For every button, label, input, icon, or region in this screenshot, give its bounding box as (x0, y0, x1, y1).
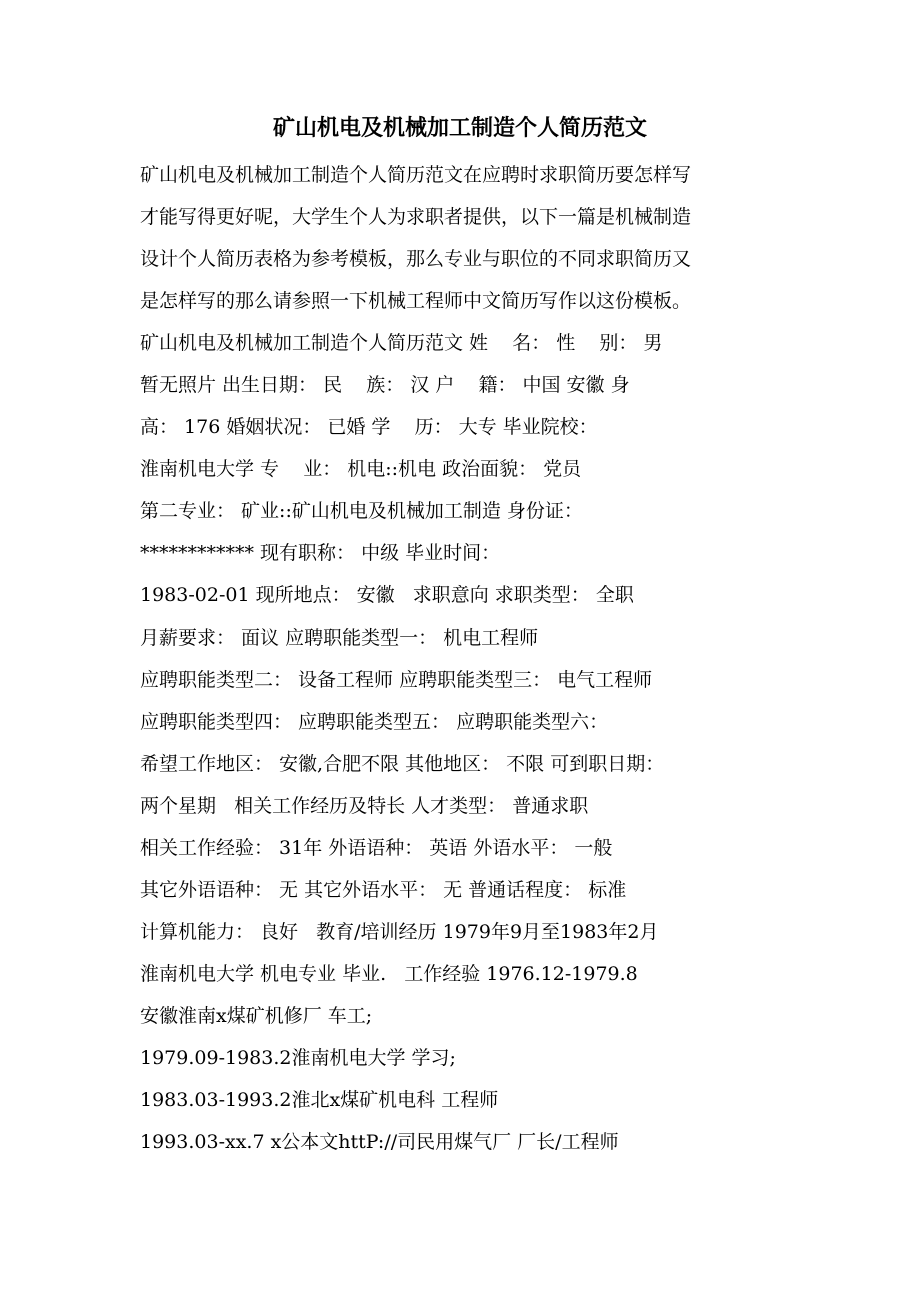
body-line: 1983-02-01 现所地点： 安徽 求职意向 求职类型： 全职 (140, 584, 634, 607)
body-line: 1993.03-xx.7 x公本文httP://司民用煤气厂 厂长/工程师 (140, 1131, 619, 1154)
body-line: 相关工作经验： 31年 外语语种： 英语 外语水平： 一般 (140, 836, 613, 859)
body-line: 暂无照片 出生日期： 民 族： 汉 户 籍： 中国 安徽 身 (140, 374, 630, 397)
body-line: 其它外语语种： 无 其它外语水平： 无 普通话程度： 标准 (140, 878, 627, 901)
document-title: 矿山机电及机械加工制造个人简历范文 (272, 115, 647, 141)
body-line: 计算机能力： 良好 教育/培训经历 1979年9月至1983年2月 (140, 920, 659, 943)
body-line: 第二专业： 矿业::矿山机电及机械加工制造 身份证： (140, 500, 583, 523)
body-line: 矿山机电及机械加工制造个人简历范文在应聘时求职简历要怎样写 (140, 164, 692, 186)
body-line: 1983.03-1993.2淮北x煤矿机电科 工程师 (140, 1089, 499, 1112)
body-line: 应聘职能类型四： 应聘职能类型五： 应聘职能类型六： (140, 710, 609, 733)
body-line: 两个星期 相关工作经历及特长 人才类型： 普通求职 (140, 794, 589, 817)
body-line: 安徽淮南x煤矿机修厂 车工; (140, 1004, 373, 1027)
body-line: 设计个人简历表格为参考模板，那么专业与职位的不同求职简历又 (140, 248, 692, 271)
body-line: 淮南机电大学 专 业： 机电::机电 政治面貌： 党员 (140, 458, 582, 481)
body-line: 希望工作地区： 安徽,合肥不限 其他地区： 不限 可到职日期： (140, 752, 665, 775)
body-line: 月薪要求： 面议 应聘职能类型一： 机电工程师 (140, 626, 539, 649)
body-line: 矿山机电及机械加工制造个人简历范文 姓 名： 性 别： 男 (140, 332, 663, 355)
body-line: 淮南机电大学 机电专业 毕业. 工作经验 1976.12-1979.8 (140, 962, 638, 985)
body-line: 1979.09-1983.2淮南机电大学 学习; (140, 1046, 456, 1069)
body-line: 高： 176 婚姻状况： 已婚 学 历： 大专 毕业院校： (140, 416, 598, 439)
document-body (140, 154, 790, 1163)
body-line: 才能写得更好呢，大学生个人为求职者提供，以下一篇是机械制造 (140, 206, 692, 229)
body-line: 是怎样写的那么请参照一下机械工程师中文简历写作以这份模板。 (140, 290, 692, 313)
body-line: 应聘职能类型二： 设备工程师 应聘职能类型三： 电气工程师 (140, 668, 653, 691)
body-line: ************ 现有职称： 中级 毕业时间： (140, 542, 501, 565)
